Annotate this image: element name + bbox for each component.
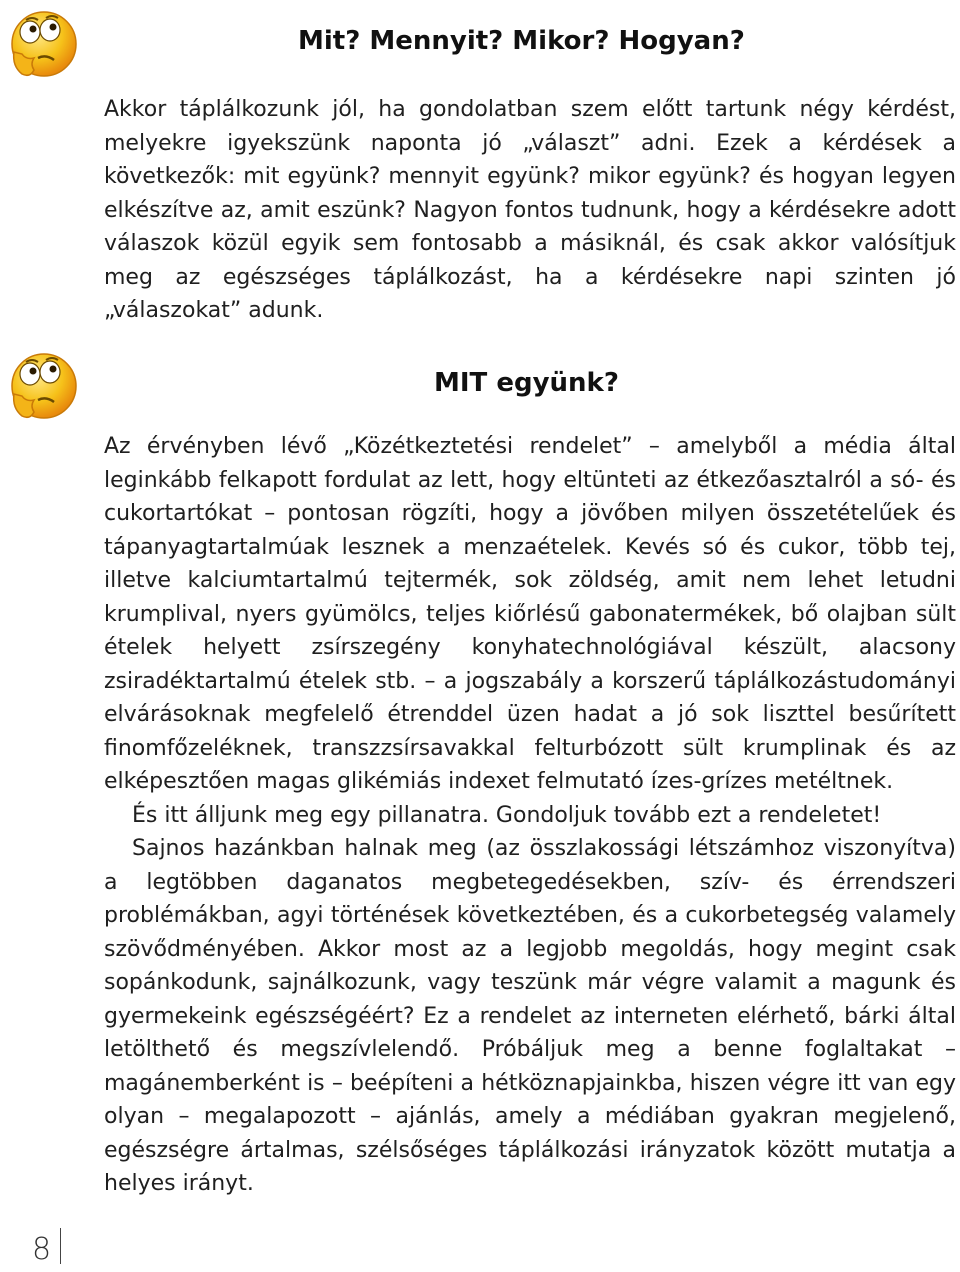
body-paragraph: És itt álljunk meg egy pillanatra. Gondoljuk tovább ezt a rendeletet! xyxy=(132,802,882,828)
thinking-face-icon xyxy=(4,350,80,426)
body-text xyxy=(104,430,956,1201)
body-paragraph: Sajnos hazánkban halnak meg (az összlakossági létszámhoz viszonyítva) a legtöbben daganatos megbetegedésekben, szív- és érrendszeri problémákban, agyi történések következtében, és a cukorbetegség valamely szövődményében. Akkor most az a legjobb megoldás, hogy megint csak sopánkodunk, sajnálkozunk, vagy teszünk már végre valamit a magunk és gyermekeink egészségéért? Ez a rendelet az interneten elérhető, bárki által letölthető és megszívlelendő. Próbáljuk meg a benne foglaltakat – magánemberként is – beépíteni a hétköznapjainkba, hiszen végre itt van egy olyan – megalapozott – ajánlás, amely a médiában gyakran megjelenő, egészségre ártalmas, szélsőséges táplálkozási irányzatok között mutatja a helyes irányt. xyxy=(104,836,956,1196)
page-number-divider xyxy=(60,1228,61,1264)
page-number: 8 xyxy=(32,1232,52,1267)
intro-paragraph: Akkor táplálkozunk jól, ha gondolatban szem előtt tartunk négy kérdést, melyekre igyekszünk naponta jó „választ” adni. Ezek a kérdések a következők: mit együnk? mennyit együnk? mikor együnk? és hogyan legyen elkészítve az, amit eszünk? Nagyon fontos tudnunk, hogy a kérdésekre adott válaszok közül egyik sem fontosabb a másiknál, és csak akkor valósítjuk meg az egészséges táplálkozást, ha a kérdésekre napi szinten jó „válaszokat” adunk. xyxy=(104,97,956,323)
page-title: Mit? Mennyit? Mikor? Hogyan? xyxy=(298,26,745,56)
thinking-face-icon xyxy=(4,8,80,84)
body-paragraph: Az érvényben lévő „Közétkeztetési rendelet” – amelyből a média által leginkább felkapott fordulat az lett, hogy eltünteti az étkezőasztalról a só- és cukortartókat – pontosan rögzíti, hogy a jövőben milyen összetételűek és tápanyagtartalmúak lesznek a menzaételek. Kevés só és cukor, több tej, illetve kalciumtartalmú tejtermék, sok zöldség, amit nem lehet letudni krumplival, nyers gyümölcs, teljes kiőrlésű gabonatermékek, bő olajban sült ételek helyett zsírszegény konyhatechnológiával készült, alacsony zsiradéktartalmú ételek stb. – a jogszabály a korszerű táplálkozástudományi elvárásoknak megfelelő étrenddel üzen hadat a jó sok liszttel besűrített finomfőzeléknek, transzzsírsavakkal felturbózott sült krumplinak és az elképesztően magas glikémiás indexet felmutató ízes-grízes metéltnek. xyxy=(104,434,956,794)
section-heading: MIT együnk? xyxy=(434,368,619,398)
